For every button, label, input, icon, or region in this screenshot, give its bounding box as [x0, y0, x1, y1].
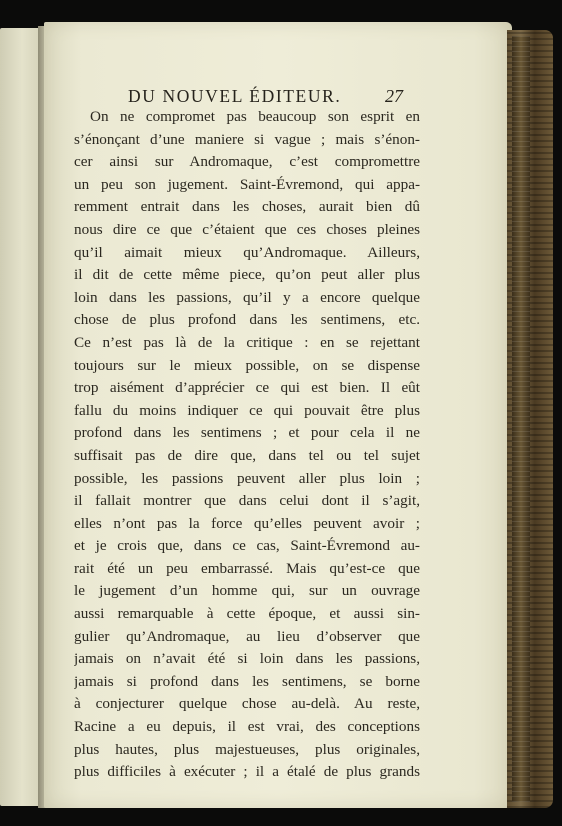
text-line: il fallait montrer que dans celui dont il s’agit, — [74, 492, 420, 510]
text-line: profond dans les sentimens ; et pour cela il ne — [74, 424, 420, 442]
text-line: possible, les passions peuvent aller plus loin ; — [74, 469, 420, 487]
text-line: gulier qu’Andromaque, au lieu d’observer que — [74, 627, 420, 645]
text-line: il dit de cette même piece, qu’on peut aller plus — [74, 266, 420, 284]
text-line: Racine a eu depuis, il est vrai, des conceptions — [74, 718, 420, 736]
text-line: trop aisément d’apprécier ce qui est bien. Il eût — [74, 379, 420, 397]
text-line: qu’il aimait mieux qu’Andromaque. Ailleurs, — [74, 243, 420, 261]
page-block-edge-inner — [512, 36, 530, 802]
text-line: nous dire ce que c’étaient que ces choses pleines — [74, 220, 420, 238]
text-line: un peu son jugement. Saint-Évremond, qui appa- — [74, 175, 420, 193]
text-line: jamais si profond dans les sentimens, se borne — [74, 672, 420, 690]
page-number: 27 — [385, 85, 403, 106]
text-line: fallu du moins indiquer ce qui pouvait être plus — [74, 401, 420, 419]
text-line: On ne compromet pas beaucoup son esprit en — [90, 108, 420, 125]
text-line: plus difficiles à exécuter ; il a étalé de plus grands — [74, 763, 420, 781]
text-line: loin dans les passions, qu’il y a encore quelque — [74, 288, 420, 306]
text-line: aussi remarquable à cette époque, et aussi sin- — [74, 605, 420, 623]
text-line: s’énonçant d’une maniere si vague ; mais s’énon- — [74, 130, 420, 148]
facing-page-edge — [0, 28, 40, 806]
running-head: DU NOUVEL ÉDITEUR. — [128, 85, 342, 106]
text-line: chose de plus profond dans les sentimens, etc. — [74, 311, 420, 329]
text-line: rait été un peu embarrassé. Mais qu’est-ce que — [74, 559, 420, 577]
text-line: le jugement d’un homme qui, sur un ouvrage — [74, 582, 420, 600]
text-line: suffisait pas de dire que, dans tel ou tel sujet — [74, 446, 420, 464]
text-line: cer ainsi sur Andromaque, c’est compromettre — [74, 153, 420, 171]
text-line: plus hautes, plus majestueuses, plus originales, — [74, 740, 420, 758]
text-line: et je crois que, dans ce cas, Saint-Évremond au- — [74, 537, 420, 555]
text-line: toujours sur le mieux possible, on se dispense — [74, 356, 420, 374]
text-line: à conjecturer quelque chose au-delà. Au reste, — [74, 695, 420, 713]
text-line: remment entrait dans les choses, aurait bien dû — [74, 198, 420, 216]
body-text — [74, 106, 420, 784]
text-line: jamais on n’avait été si loin dans les passions, — [74, 650, 420, 668]
text-line: elles n’ont pas la force qu’elles peuvent avoir ; — [74, 514, 420, 532]
text-line: Ce n’est pas là de la critique : en se rejettant — [74, 333, 420, 351]
